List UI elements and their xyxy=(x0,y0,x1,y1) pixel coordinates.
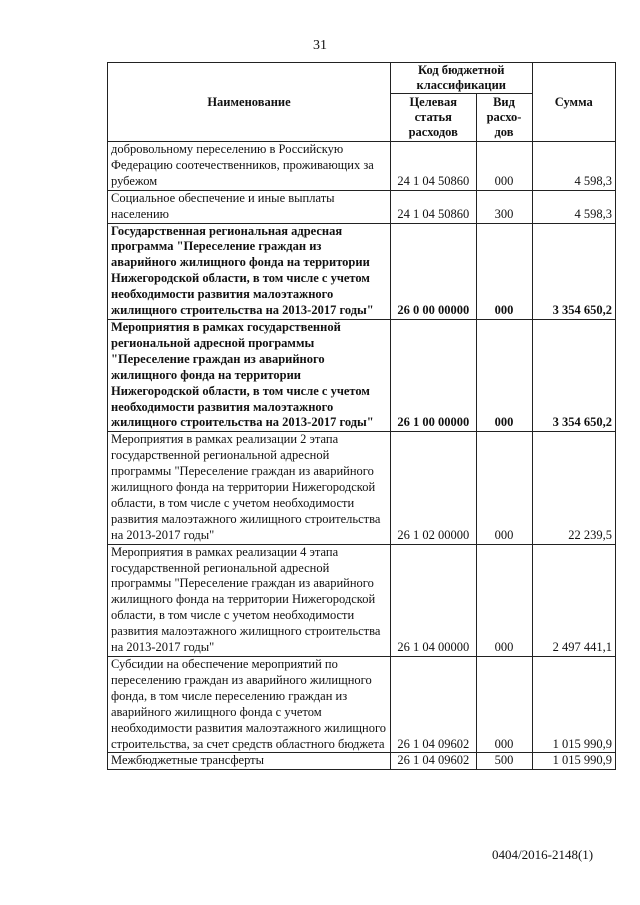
row-type: 000 xyxy=(476,432,532,544)
row-type: 000 xyxy=(476,544,532,656)
document-code: 0404/2016-2148(1) xyxy=(492,847,594,862)
table-row xyxy=(108,544,616,656)
table-row xyxy=(108,223,616,319)
row-amount: 1 015 990,9 xyxy=(532,657,616,753)
row-amount: 4 598,3 xyxy=(532,142,616,191)
row-amount: 3 354 650,2 xyxy=(532,223,616,319)
table-row xyxy=(108,142,616,191)
table-row xyxy=(108,657,616,753)
row-type: 000 xyxy=(476,319,532,431)
table-row xyxy=(108,753,616,770)
row-code: 26 1 04 00000 xyxy=(391,544,477,656)
row-name: Мероприятия в рамках реализации 4 этапа государственной региональной адресной программы "Переселение граждан из аварийного жилищного фонда на территории Нижегородской области, в том числе с учетом необходимости развития малоэтажного жилищного строительства на 2013-2017 годы" xyxy=(108,544,391,656)
row-type: 000 xyxy=(476,223,532,319)
row-code: 26 1 00 00000 xyxy=(391,319,477,431)
row-amount: 3 354 650,2 xyxy=(532,319,616,431)
page-number: 31 xyxy=(313,38,327,53)
row-type: 000 xyxy=(476,142,532,191)
header-amount: Сумма xyxy=(532,63,616,142)
row-code: 24 1 04 50860 xyxy=(391,142,477,191)
row-name: Мероприятия в рамках реализации 2 этапа государственной региональной адресной программы "Переселение граждан из аварийного жилищного фонда на территории Нижегородской области, в том числе с учетом необходимости развития малоэтажного жилищного строительства на 2013-2017 годы" xyxy=(108,432,391,544)
row-type: 500 xyxy=(476,753,532,770)
row-name: Межбюджетные трансферты xyxy=(108,753,391,770)
row-name: добровольному переселению в Российскую Федерацию соотечественников, проживающих за рубежом xyxy=(108,142,391,191)
row-amount: 2 497 441,1 xyxy=(532,544,616,656)
row-code: 26 1 04 09602 xyxy=(391,753,477,770)
row-amount: 1 015 990,9 xyxy=(532,753,616,770)
header-target-article: Целевая статья расходов xyxy=(391,94,477,142)
row-amount: 22 239,5 xyxy=(532,432,616,544)
row-type: 300 xyxy=(476,190,532,223)
row-name: Социальное обеспечение и иные выплаты населению xyxy=(108,190,391,223)
row-code: 26 1 04 09602 xyxy=(391,657,477,753)
header-code-group: Код бюджетной классификации xyxy=(391,63,533,94)
header-name: Наименование xyxy=(108,63,391,142)
row-type: 000 xyxy=(476,657,532,753)
row-name: Мероприятия в рамках государственной региональной адресной программы "Переселение граждан из аварийного жилищного фонда на территории Нижегородской области, в том числе с учетом необходимости развития малоэтажного жилищного строительства на 2013-2017 годы" xyxy=(108,319,391,431)
row-code: 26 1 02 00000 xyxy=(391,432,477,544)
row-code: 26 0 00 00000 xyxy=(391,223,477,319)
table-row xyxy=(108,432,616,544)
table-row xyxy=(108,319,616,431)
row-code: 24 1 04 50860 xyxy=(391,190,477,223)
row-amount: 4 598,3 xyxy=(532,190,616,223)
row-name: Государственная региональная адресная программа "Переселение граждан из аварийного жилищного фонда на территории Нижегородской области, в том числе с учетом необходимости развития малоэтажного жилищного строительства на 2013-2017 годы" xyxy=(108,223,391,319)
table-row xyxy=(108,190,616,223)
header-expense-type: Вид расхо-дов xyxy=(476,94,532,142)
row-name: Субсидии на обеспечение мероприятий по переселению граждан из аварийного жилищного фонда, в том числе переселению граждан из аварийного жилищного фонда с учетом необходимости развития малоэтажного жилищного строительства, за счет средств областного бюджета xyxy=(108,657,391,753)
budget-table xyxy=(107,62,616,770)
